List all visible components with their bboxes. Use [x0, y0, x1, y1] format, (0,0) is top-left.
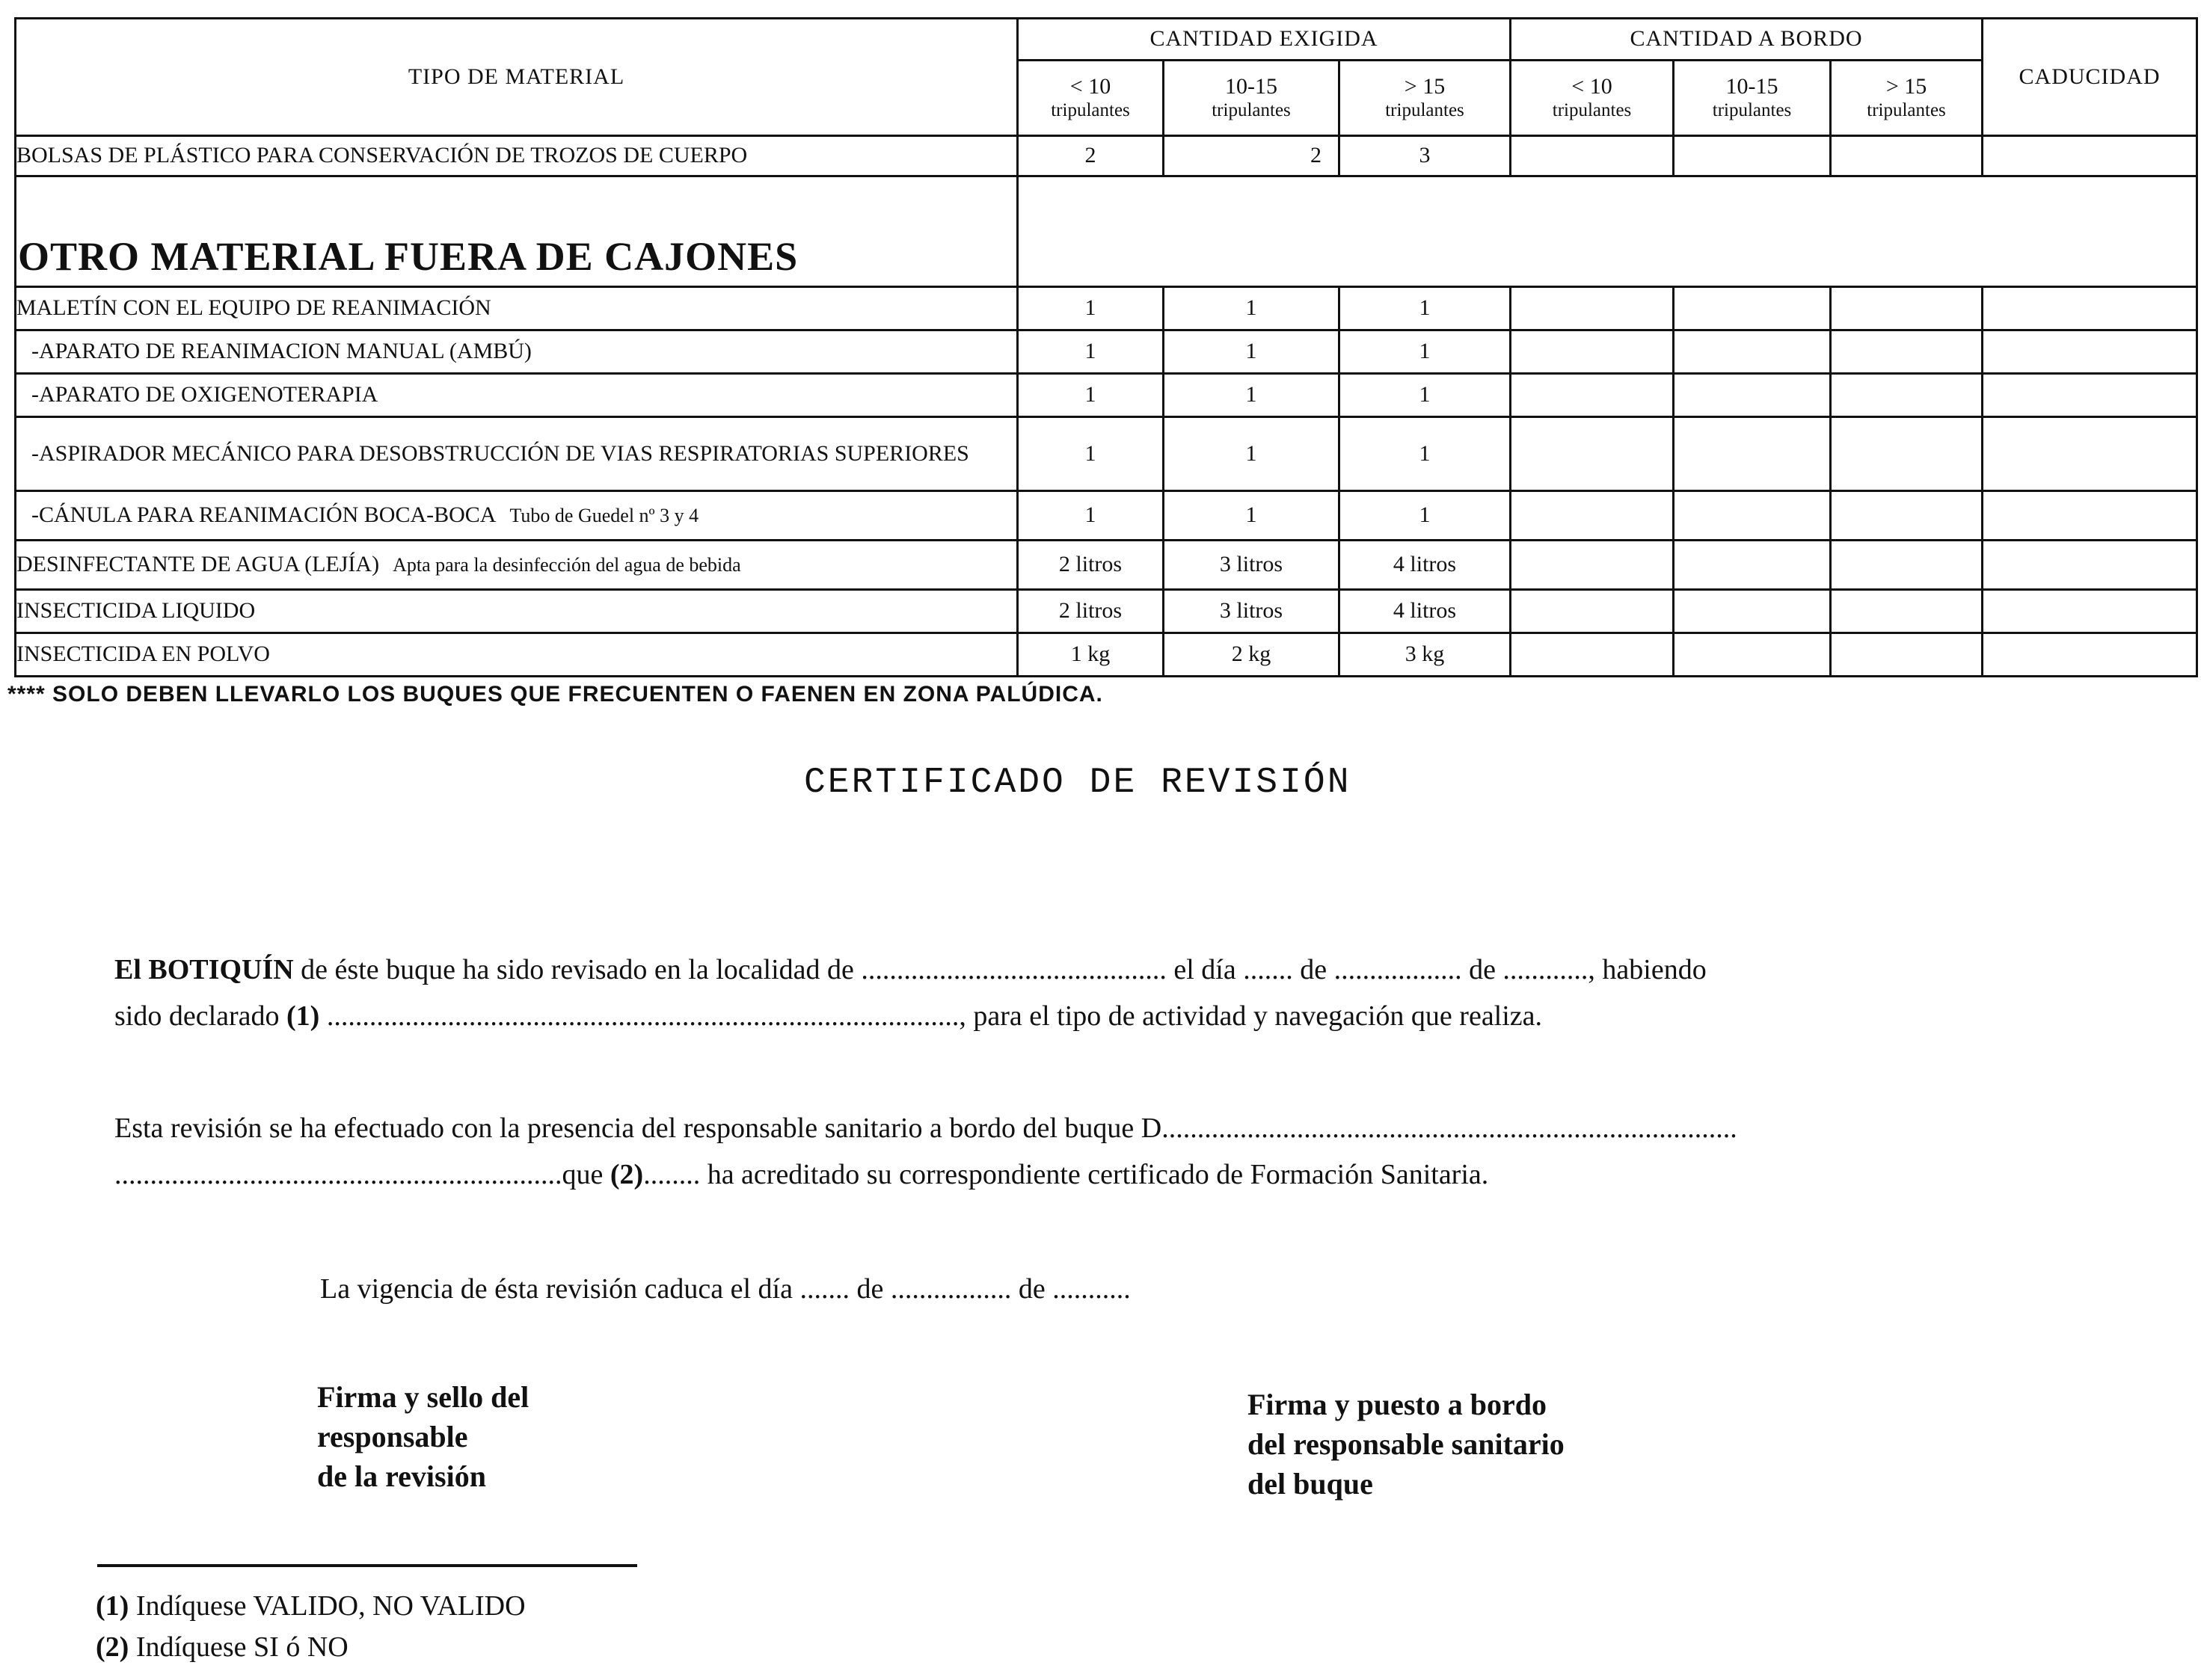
row-name: -ASPIRADOR MECÁNICO PARA DESOBSTRUCCIÓN DE VIAS RESPIRATORIAS SUPERIORES	[16, 417, 1018, 491]
onboard-cell[interactable]	[1674, 590, 1831, 633]
onboard-cell[interactable]	[1511, 590, 1674, 633]
value-cell: 2	[1164, 136, 1339, 176]
row-name: -APARATO DE REANIMACION MANUAL (AMBÚ)	[16, 330, 1018, 374]
onboard-cell[interactable]	[1674, 633, 1831, 677]
onboard-cell[interactable]	[1674, 491, 1831, 541]
value-cell: 1	[1164, 374, 1339, 417]
header-material: TIPO DE MATERIAL	[16, 19, 1018, 136]
expiry-cell[interactable]	[1983, 136, 2197, 176]
onboard-cell[interactable]	[1831, 633, 1983, 677]
expiry-cell[interactable]	[1983, 491, 2197, 541]
value-cell: 1	[1164, 491, 1339, 541]
expiry-cell[interactable]	[1983, 374, 2197, 417]
table-row	[16, 136, 2197, 176]
table-body	[16, 287, 2197, 677]
row-name: BOLSAS DE PLÁSTICO PARA CONSERVACIÓN DE TROZOS DE CUERPO	[16, 136, 1018, 176]
row-name: DESINFECTANTE DE AGUA (LEJÍA) Apta para la desinfección del agua de bebida	[16, 541, 1018, 590]
onboard-cell[interactable]	[1511, 136, 1674, 176]
onboard-cell[interactable]	[1511, 541, 1674, 590]
onboard-cell[interactable]	[1511, 330, 1674, 374]
header-required: CANTIDAD EXIGIDA	[1018, 19, 1511, 61]
header-onboard: CANTIDAD A BORDO	[1511, 19, 1983, 61]
value-cell: 3	[1339, 136, 1511, 176]
onboard-cell[interactable]	[1831, 541, 1983, 590]
subheader-required-gt15: > 15 tripulantes	[1339, 61, 1511, 136]
value-cell: 1	[1164, 417, 1339, 491]
value-cell: 1	[1018, 330, 1164, 374]
onboard-cell[interactable]	[1674, 541, 1831, 590]
onboard-cell[interactable]	[1831, 287, 1983, 330]
subheader-onboard-lt10: < 10 tripulantes	[1511, 61, 1674, 136]
certificate-title: CERTIFICADO DE REVISIÓN	[804, 763, 1351, 803]
footnote-2: (2) Indíquese SI ó NO	[96, 1631, 349, 1663]
onboard-cell[interactable]	[1831, 417, 1983, 491]
value-cell: 1	[1018, 287, 1164, 330]
onboard-cell[interactable]	[1511, 374, 1674, 417]
signature-left-label: Firma y sello del responsable de la revisión	[317, 1380, 529, 1493]
expiry-cell[interactable]	[1983, 417, 2197, 491]
value-cell: 2	[1018, 136, 1164, 176]
value-cell: 1	[1339, 374, 1511, 417]
paragraph-inspection: El BOTIQUÍN de éste buque ha sido revisado en la localidad de ........................................... el día ....... de .................. de ............, habiendo sido declarado (1) ........................................................................................., para el tipo de actividad y navegación que realiza.	[114, 954, 1707, 1032]
table-row	[16, 541, 2197, 590]
material-table	[14, 17, 2198, 677]
row-note: Tubo de Guedel nº 3 y 4	[509, 505, 699, 527]
onboard-cell[interactable]	[1511, 491, 1674, 541]
section-title: OTRO MATERIAL FUERA DE CAJONES	[16, 176, 1018, 287]
table-row	[16, 633, 2197, 677]
signature-right-label: Firma y puesto a bordo del responsable sanitario del buque	[1247, 1388, 1565, 1501]
onboard-cell[interactable]	[1511, 287, 1674, 330]
value-cell: 3 litros	[1164, 541, 1339, 590]
value-cell: 1	[1164, 330, 1339, 374]
row-name: INSECTICIDA LIQUIDO	[16, 590, 1018, 633]
value-cell: 1	[1018, 374, 1164, 417]
value-cell: 2 kg	[1164, 633, 1339, 677]
value-cell: 2 litros	[1018, 590, 1164, 633]
footnote-1: (1) Indíquese VALIDO, NO VALIDO	[96, 1590, 526, 1622]
onboard-cell[interactable]	[1674, 374, 1831, 417]
onboard-cell[interactable]	[1674, 287, 1831, 330]
table-row	[16, 287, 2197, 330]
onboard-cell[interactable]	[1674, 417, 1831, 491]
onboard-cell[interactable]	[1831, 491, 1983, 541]
row-name: MALETÍN CON EL EQUIPO DE REANIMACIÓN	[16, 287, 1018, 330]
value-cell: 1	[1164, 287, 1339, 330]
expiry-cell[interactable]	[1983, 541, 2197, 590]
subheader-onboard-10-15: 10-15 tripulantes	[1674, 61, 1831, 136]
header-expiry: CADUCIDAD	[1983, 19, 2197, 136]
row-name: INSECTICIDA EN POLVO	[16, 633, 1018, 677]
paragraph-validity: La vigencia de ésta revisión caduca el día ....... de ................. de ...........	[320, 1273, 1131, 1305]
value-cell: 3 kg	[1339, 633, 1511, 677]
section-row	[16, 176, 2197, 287]
row-name: -CÁNULA PARA REANIMACIÓN BOCA-BOCA Tubo de Guedel nº 3 y 4	[16, 491, 1018, 541]
onboard-cell[interactable]	[1831, 374, 1983, 417]
footnote-divider	[97, 1564, 637, 1567]
section-empty-cell	[1018, 176, 2197, 287]
onboard-cell[interactable]	[1511, 633, 1674, 677]
zone-footnote: **** SOLO DEBEN LLEVARLO LOS BUQUES QUE FRECUENTEN O FAENEN EN ZONA PALÚDICA.	[7, 682, 1103, 707]
subheader-onboard-gt15: > 15 tripulantes	[1831, 61, 1983, 136]
value-cell: 4 litros	[1339, 590, 1511, 633]
expiry-cell[interactable]	[1983, 590, 2197, 633]
onboard-cell[interactable]	[1674, 330, 1831, 374]
onboard-cell[interactable]	[1831, 136, 1983, 176]
subheader-required-lt10: < 10 tripulantes	[1018, 61, 1164, 136]
expiry-cell[interactable]	[1983, 330, 2197, 374]
value-cell: 3 litros	[1164, 590, 1339, 633]
paragraph-presence: Esta revisión se ha efectuado con la presencia del responsable sanitario a bordo del buque D................................................................................. ...............................................................que (2)........ ha acreditado su correspondiente certificado de Formación Sanitaria.	[114, 1113, 1737, 1190]
onboard-cell[interactable]	[1674, 136, 1831, 176]
row-note: Apta para la desinfección del agua de bebida	[393, 554, 741, 576]
table-row	[16, 374, 2197, 417]
table-row	[16, 590, 2197, 633]
onboard-cell[interactable]	[1831, 590, 1983, 633]
botiquin-bold: El BOTIQUÍN	[114, 954, 294, 985]
table-row	[16, 417, 2197, 491]
value-cell: 1	[1018, 491, 1164, 541]
subheader-required-10-15: 10-15 tripulantes	[1164, 61, 1339, 136]
expiry-cell[interactable]	[1983, 633, 2197, 677]
value-cell: 1 kg	[1018, 633, 1164, 677]
value-cell: 1	[1339, 491, 1511, 541]
value-cell: 1	[1339, 417, 1511, 491]
table-row	[16, 491, 2197, 541]
value-cell: 4 litros	[1339, 541, 1511, 590]
value-cell: 1	[1339, 330, 1511, 374]
value-cell: 2 litros	[1018, 541, 1164, 590]
row-name: -APARATO DE OXIGENOTERAPIA	[16, 374, 1018, 417]
value-cell: 1	[1018, 417, 1164, 491]
table-row	[16, 330, 2197, 374]
onboard-cell[interactable]	[1511, 417, 1674, 491]
onboard-cell[interactable]	[1831, 330, 1983, 374]
expiry-cell[interactable]	[1983, 287, 2197, 330]
value-cell: 1	[1339, 287, 1511, 330]
